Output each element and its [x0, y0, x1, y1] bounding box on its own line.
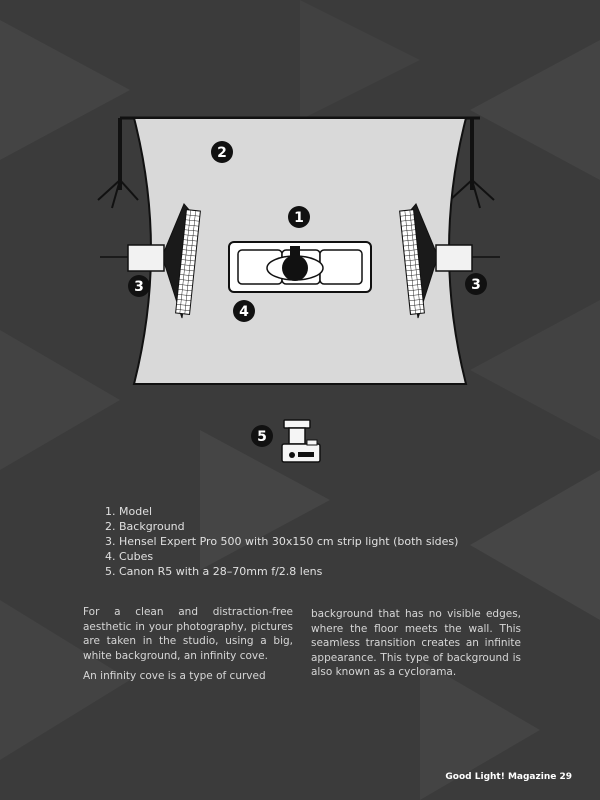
- marker-light-right-label: 3: [471, 277, 481, 293]
- legend: [105, 504, 458, 579]
- body-column-right: [311, 607, 521, 686]
- camera-lens: [289, 428, 305, 444]
- paragraph: background that has no visible edges, where the floor meets the wall. This seamless transition creates an infinite appearance. This type of background is also known as a cyclorama.: [311, 608, 521, 678]
- marker-model-label: 1: [294, 210, 304, 226]
- camera: [282, 420, 320, 462]
- legend-item: 1. Model: [105, 505, 153, 518]
- cube: [320, 250, 362, 284]
- model-hair: [290, 246, 300, 260]
- marker-cubes-label: 4: [239, 304, 249, 320]
- legend-item: 5. Canon R5 with a 28–70mm f/2.8 lens: [105, 565, 323, 578]
- marker-light-left: [128, 275, 150, 297]
- marker-cubes: [233, 300, 255, 322]
- light-head: [128, 245, 164, 271]
- light-head: [436, 245, 472, 271]
- marker-model: [288, 206, 310, 228]
- marker-background-label: 2: [217, 145, 227, 161]
- paragraph: For a clean and distraction-free aesthetic in your photography, pictures are taken in the studio, using a big, white background, an infinity cove.: [83, 606, 293, 662]
- paragraph: An infinity cove is a type of curved: [83, 670, 266, 682]
- marker-camera-label: 5: [257, 429, 267, 445]
- legend-item: 2. Background: [105, 520, 185, 533]
- marker-light-right: [465, 273, 487, 295]
- marker-camera: [251, 425, 273, 447]
- page-footer: Good Light! Magazine 29: [445, 772, 572, 782]
- body-column-left: [83, 605, 293, 690]
- marker-background: [211, 141, 233, 163]
- camera-grip: [307, 440, 317, 445]
- legend-item: 4. Cubes: [105, 550, 154, 563]
- camera-screen: [298, 452, 314, 457]
- stand-leg: [120, 180, 138, 200]
- camera-dial: [289, 452, 295, 458]
- marker-light-left-label: 3: [134, 279, 144, 295]
- camera-lens-hood: [284, 420, 310, 428]
- legend-item: 3. Hensel Expert Pro 500 with 30x150 cm strip light (both sides): [105, 535, 459, 548]
